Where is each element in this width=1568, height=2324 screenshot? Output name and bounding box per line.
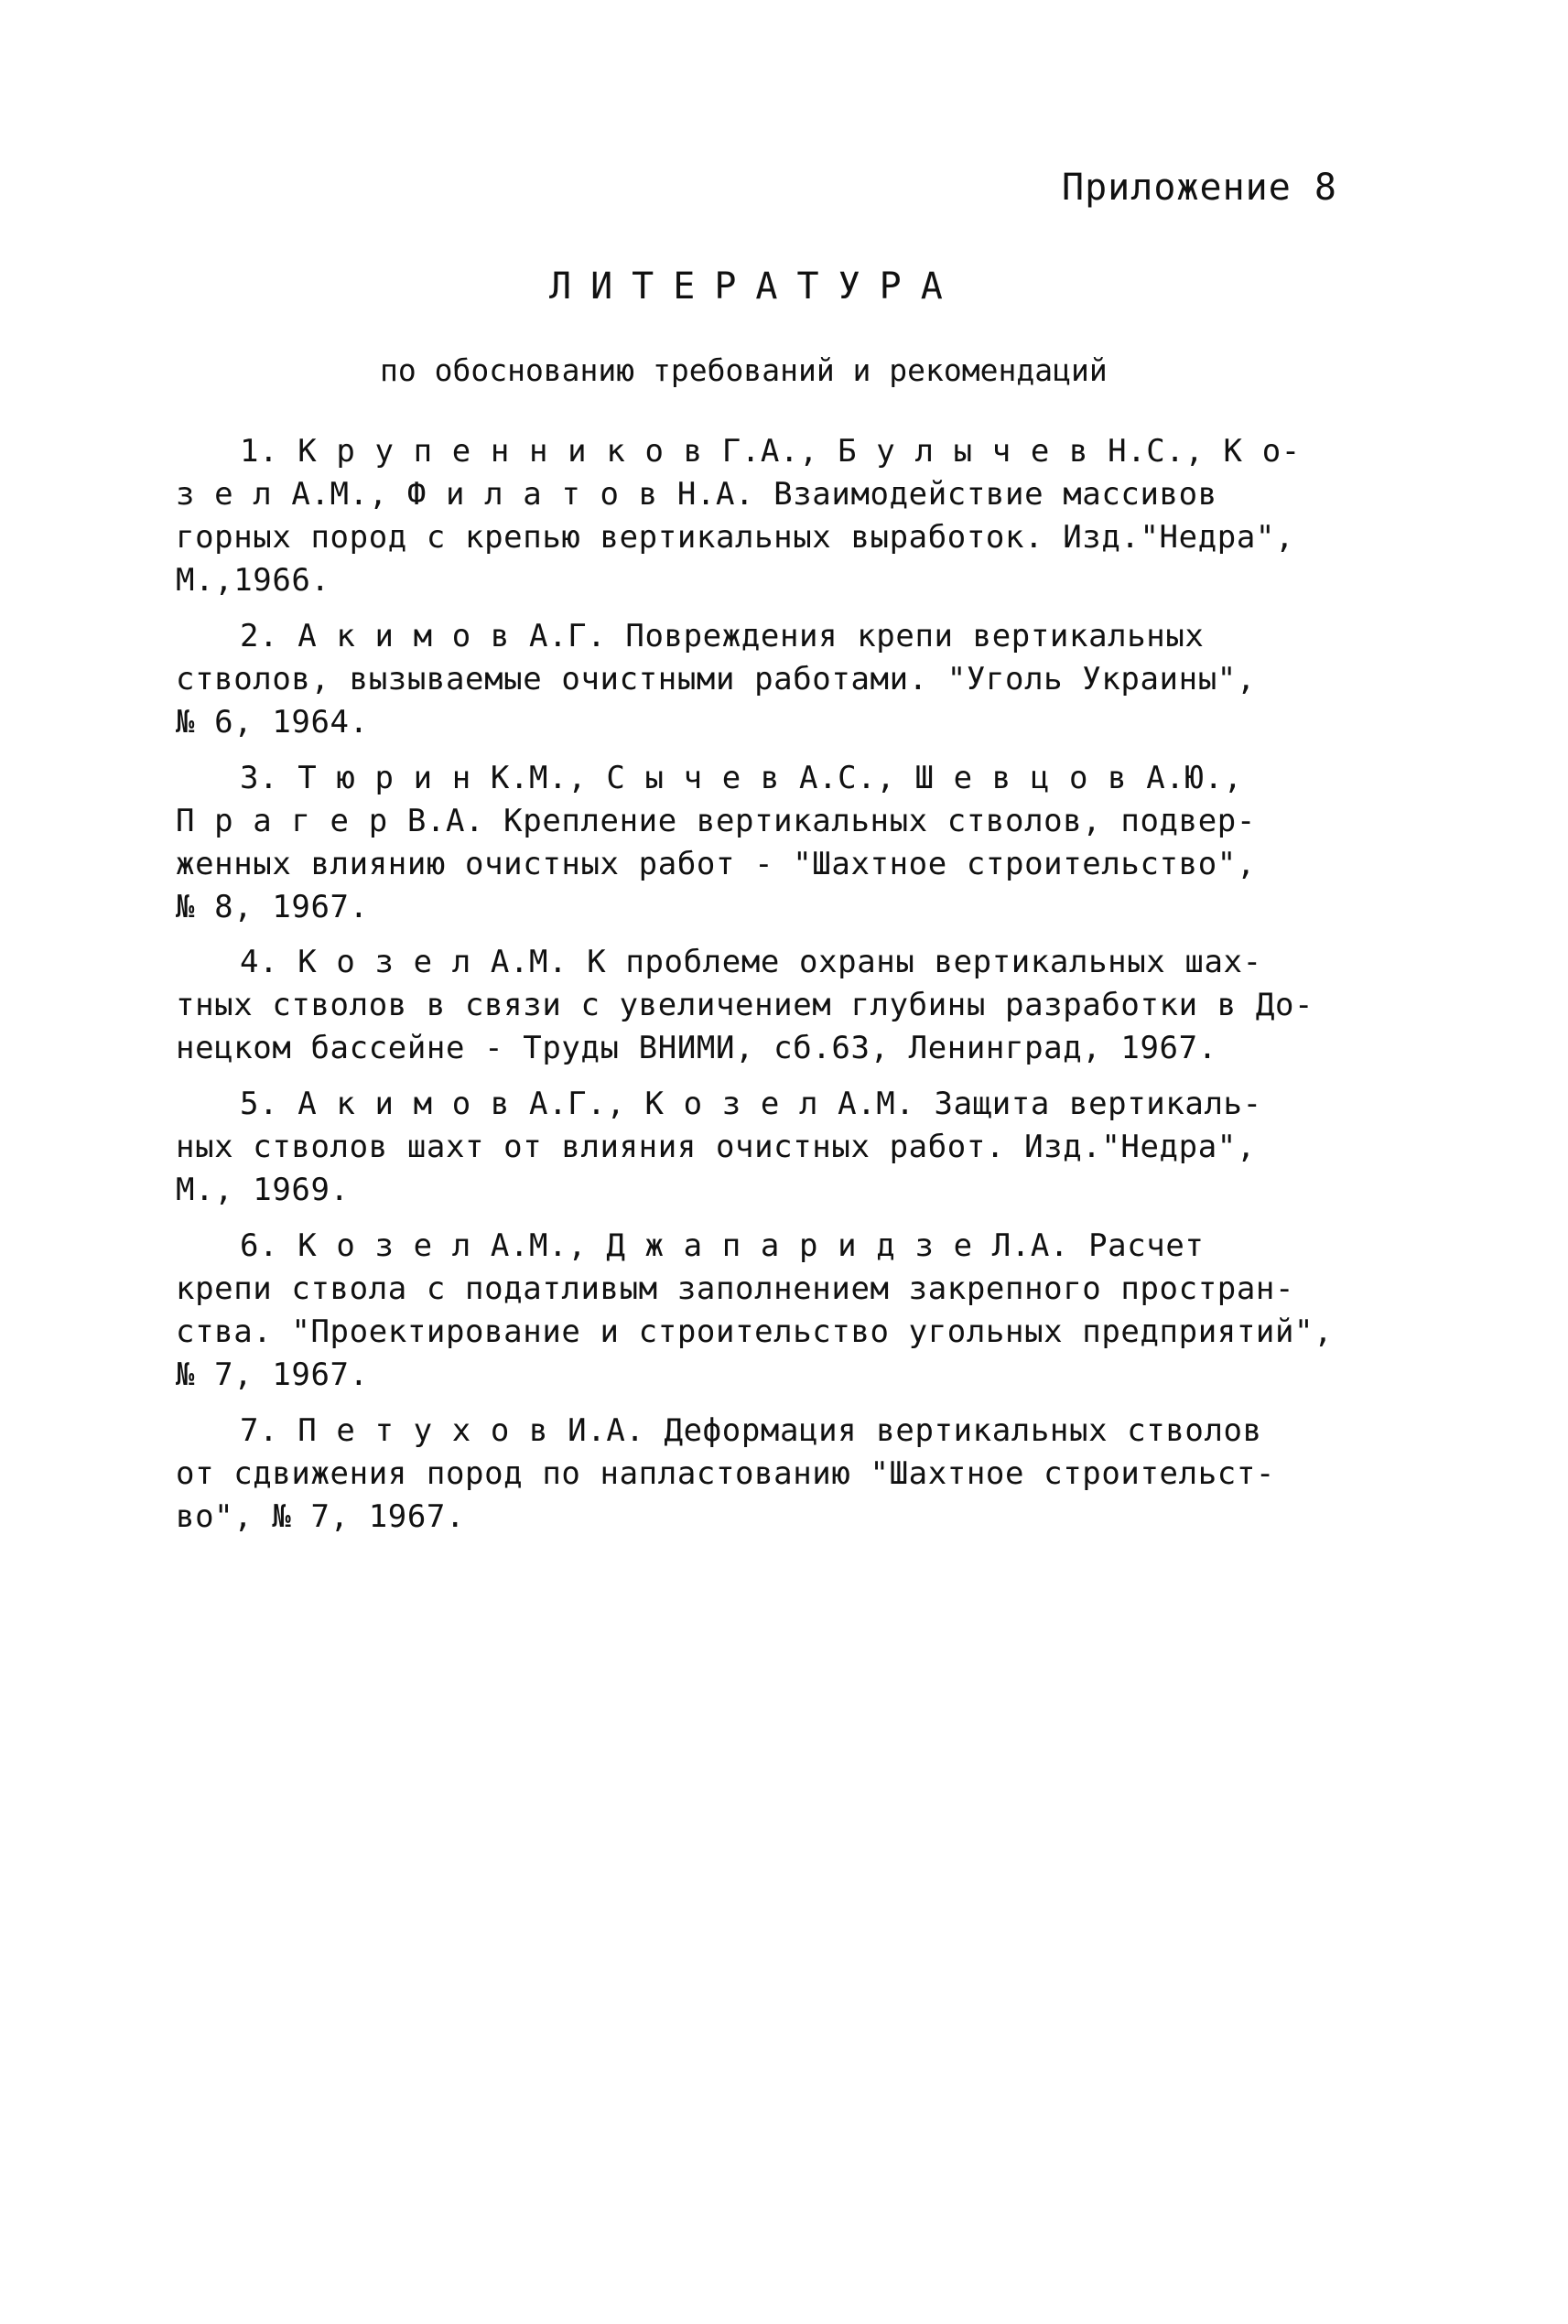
- reference-line: 6. К о з е л А.М., Д ж а п а р и д з е Л.А. Расчет: [240, 1227, 1205, 1264]
- reference-item-1: [176, 430, 1421, 602]
- reference-line: з е л А.М., Ф и л а т о в Н.А. Взаимодействие массивов: [176, 476, 1217, 513]
- reference-item-5: [176, 1083, 1421, 1212]
- reference-item-4: [176, 941, 1421, 1070]
- reference-line: женных влиянию очистных работ - "Шахтное строительство",: [176, 846, 1256, 882]
- reference-line: 4. К о з е л А.М. К проблеме охраны вертикальных шах-: [240, 944, 1262, 980]
- reference-line: № 8, 1967.: [176, 889, 369, 925]
- reference-line: ных стволов шахт от влияния очистных работ. Изд."Недра",: [176, 1129, 1256, 1165]
- reference-line: М., 1969.: [176, 1172, 350, 1208]
- reference-item-7: [176, 1410, 1421, 1539]
- reference-line: 3. Т ю р и н К.М., С ы ч е в А.С., Ш е в ц о в А.Ю.,: [240, 760, 1243, 796]
- reference-line: во", № 7, 1967.: [176, 1498, 466, 1535]
- reference-line: стволов, вызываемые очистными работами. "Уголь Украины",: [176, 661, 1256, 697]
- reference-line: от сдвижения пород по напластованию "Шахтное строительст-: [176, 1455, 1275, 1492]
- reference-line: 7. П е т у х о в И.А. Деформация вертикальных стволов: [240, 1412, 1262, 1449]
- reference-line: 1. К р у п е н н и к о в Г.А., Б у л ы ч е в Н.С., К о-: [240, 433, 1301, 470]
- reference-line: крепи ствола с податливым заполнением закрепного простран-: [176, 1270, 1295, 1307]
- reference-item-2: [176, 615, 1421, 744]
- page-title: ЛИТЕРАТУРА: [549, 265, 962, 308]
- reference-line: М.,1966.: [176, 562, 330, 599]
- reference-line: № 6, 1964.: [176, 704, 369, 740]
- reference-line: нецком бассейне - Труды ВНИМИ, сб.63, Ленинград, 1967.: [176, 1030, 1217, 1066]
- reference-item-6: [176, 1225, 1421, 1397]
- reference-line: 5. А к и м о в А.Г., К о з е л А.М. Защита вертикаль-: [240, 1086, 1262, 1122]
- appendix-label: Приложение 8: [1062, 167, 1337, 209]
- reference-line: № 7, 1967.: [176, 1357, 369, 1393]
- reference-line: ства. "Проектирование и строительство угольных предприятий",: [176, 1313, 1334, 1350]
- reference-line: горных пород с крепью вертикальных выработок. Изд."Недра",: [176, 519, 1295, 556]
- reference-line: тных стволов в связи с увеличением глубины разработки в До-: [176, 987, 1314, 1023]
- reference-item-3: [176, 757, 1421, 929]
- page-subtitle: по обоснованию требований и рекомендаций: [380, 352, 1108, 388]
- reference-line: 2. А к и м о в А.Г. Повреждения крепи вертикальных: [240, 618, 1205, 654]
- reference-line: П р а г е р В.А. Крепление вертикальных стволов, подвер-: [176, 803, 1256, 839]
